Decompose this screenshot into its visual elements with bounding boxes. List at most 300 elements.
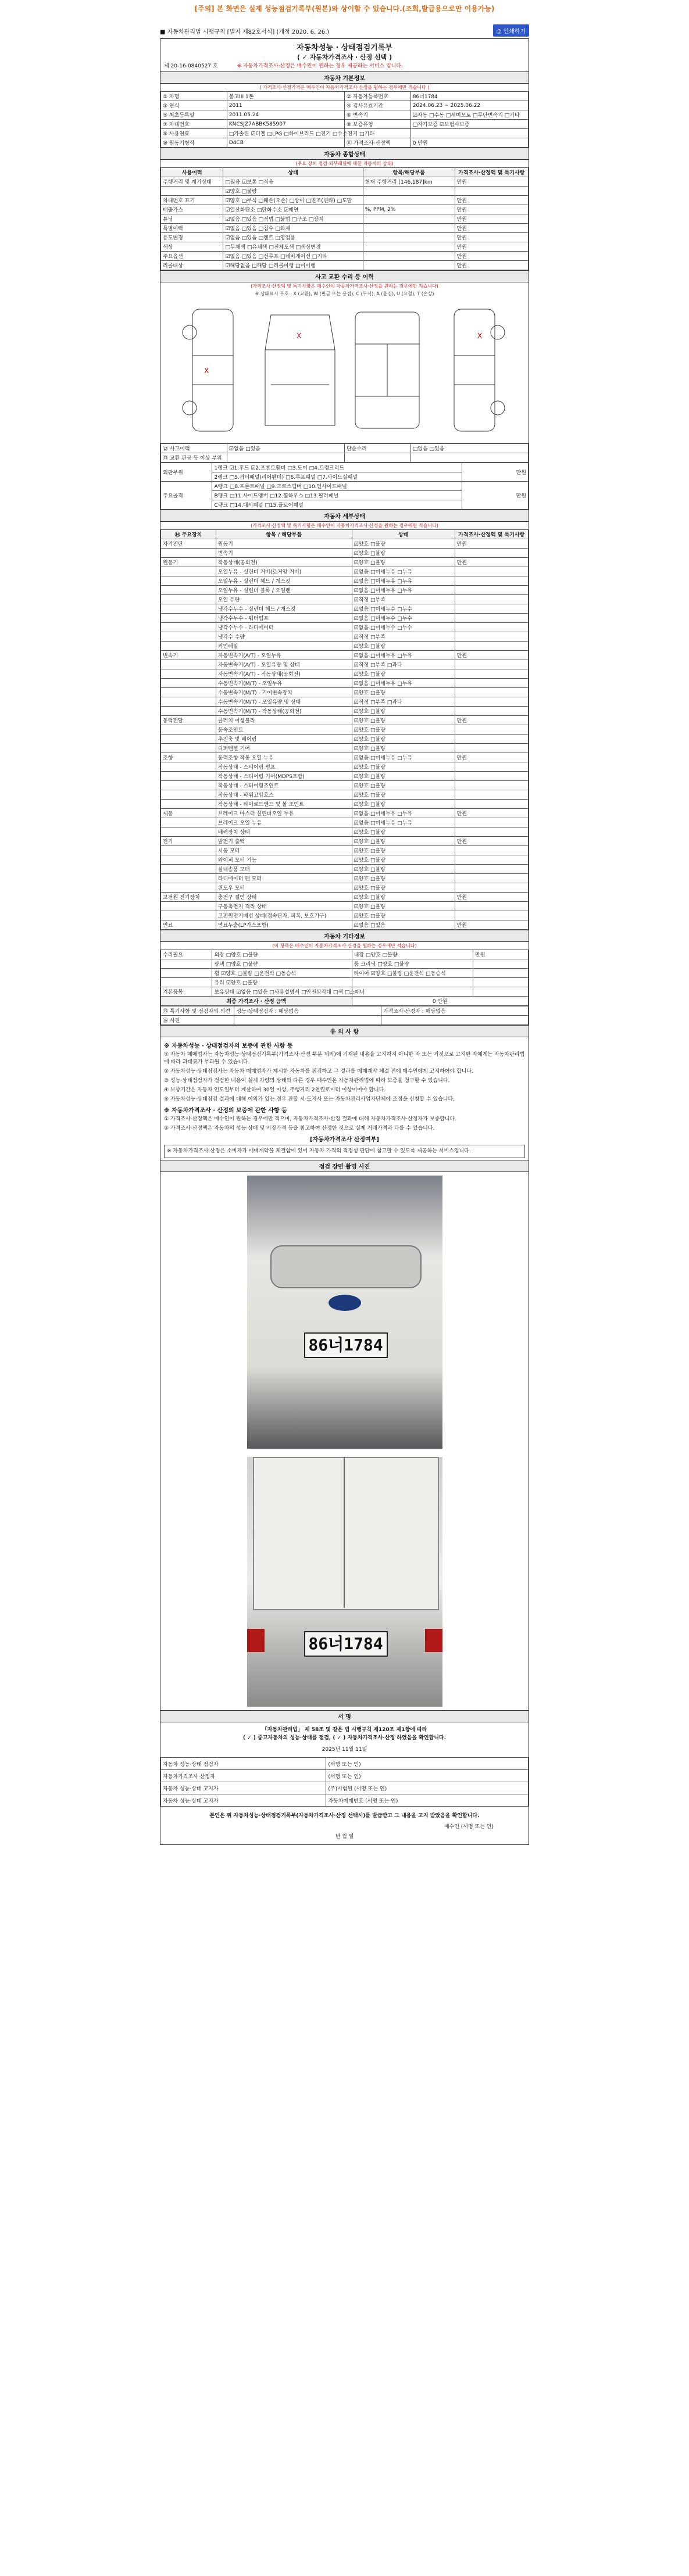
- detail-row: [161, 558, 529, 567]
- caution-item: ② 자동차성능·상태점검자는 자동차 매매업자가 제시한 자동차를 점검하고 그 결과를 매매계약 체결 전에 매수인에게 고지하여야 합니다.: [164, 1069, 474, 1074]
- detail-cell: [455, 855, 528, 865]
- detail-cell: ☑없음 □미세누수 □누수: [352, 604, 455, 614]
- detail-row: [161, 855, 529, 865]
- rear-photo: [247, 1457, 442, 1707]
- summary-cell: 용도변경: [161, 233, 223, 242]
- frame-rank-a: A랭크 □8.프론트패널 □9.크로스멤버 □10.인사이드패널: [212, 482, 462, 491]
- detail-cell: ☑없음 □미세누유 □누유: [352, 586, 455, 595]
- detail-row: [161, 772, 529, 781]
- detail-cell: 연료: [161, 920, 216, 930]
- summary-subtext: (주요 장치 점검·외부패널에 대한 자동차의 상태): [295, 161, 394, 166]
- detail-cell: ☑양호 □불량: [352, 762, 455, 772]
- signature-row: [161, 1794, 529, 1807]
- meta-cell: [234, 1016, 381, 1025]
- detail-cell: ☑양호 □불량: [352, 790, 455, 800]
- photo-header: 점검 장면 촬영 사진: [160, 1160, 529, 1172]
- detail-cell: 작동상태 - 타이로드엔드 및 볼 조인트: [216, 800, 352, 809]
- detail-table: [160, 529, 529, 930]
- extra-cell: 기본품목: [161, 987, 212, 997]
- extra-cell: [473, 987, 529, 997]
- summary-cell: 만원: [455, 252, 528, 261]
- detail-row: [161, 762, 529, 772]
- basic-info-cell: □가솔린 ☑디젤 □LPG □하이브리드 □전기 □수소전기 □기타: [227, 129, 344, 138]
- detail-cell: [455, 614, 528, 623]
- outer-rank1: 1랭크 ☑1.후드 ☑2.프론트휀더 □3.도어 □4.트렁크리드: [212, 463, 462, 472]
- summary-cell: 주요옵션: [161, 252, 223, 261]
- detail-row: [161, 595, 529, 604]
- summary-cell: [363, 252, 455, 261]
- summary-cell: 배출가스: [161, 205, 223, 214]
- detail-row: [161, 800, 529, 809]
- extra-header: 자동차 기타정보: [160, 930, 529, 942]
- detail-cell: [455, 632, 528, 642]
- detail-row: [161, 809, 529, 818]
- summary-cell: ☑없음 □있음 □렌트 □영업용: [223, 233, 363, 242]
- sign-ymd: 년 월 일: [335, 1834, 354, 1840]
- detail-row: [161, 716, 529, 725]
- print-button[interactable]: ⎙ 인쇄하기: [493, 24, 529, 37]
- detail-cell: 자동변속기(A/T) - 작동상태(공회전): [216, 669, 352, 679]
- detail-cell: 만원: [455, 651, 528, 660]
- caution-sec3-text: ※ 자동차가격조사·산정은 소비자가 매매계약을 체결함에 있어 자동차 가격의 적정성 판단에 참고할 수 있도록 제공하는 서비스입니다.: [164, 1145, 525, 1158]
- detail-cell: 만원: [455, 837, 528, 846]
- signature-cell: 자동차가격조사·산정자: [161, 1770, 326, 1782]
- detail-cell: ☑없음 □미세누유 □누유: [352, 576, 455, 586]
- detail-row: [161, 827, 529, 837]
- detail-cell: [161, 827, 216, 837]
- detail-row: [161, 893, 529, 902]
- basic-info-cell: 86너1784: [410, 92, 528, 101]
- summary-cell: [363, 214, 455, 224]
- detail-cell: 만원: [455, 809, 528, 818]
- detail-row: [161, 818, 529, 827]
- summary-column-header: 가격조사·산정액 및 특기사항: [455, 168, 528, 177]
- car-diagram-area: [160, 298, 529, 443]
- detail-header: 자동차 세부상태: [160, 510, 529, 522]
- detail-cell: 윈도우 모터: [216, 883, 352, 893]
- detail-cell: 브레이크 마스터 실린더오일 누유: [216, 809, 352, 818]
- summary-cell: ☑양호 □부식 □훼손(오손) □상이 □변조(변타) □도말: [223, 196, 363, 205]
- document-number: 제 20-16-0840527 호 ※ 자동차가격조사·산정은 매수인이 원하는 경우 제공하는 서비스 입니다.: [164, 63, 403, 69]
- car-right-side-diagram: [434, 303, 515, 437]
- detail-cell: [161, 902, 216, 911]
- detail-row: [161, 697, 529, 707]
- detail-cell: [161, 697, 216, 707]
- detail-cell: ☑양호 □불량: [352, 911, 455, 920]
- detail-cell: [161, 642, 216, 651]
- summary-header: 자동차 종합상태: [160, 148, 529, 160]
- detail-cell: 수동변속기(M/T) - 오일유량 및 상태: [216, 697, 352, 707]
- extra-cell: 타이어 ☑양호 □불량 □운전석 □동승석: [352, 969, 473, 978]
- detail-cell: 커먼레일: [216, 642, 352, 651]
- detail-cell: [161, 604, 216, 614]
- detail-cell: 라디에이터 팬 모터: [216, 874, 352, 883]
- detail-cell: [455, 623, 528, 632]
- caution-item: ⑤ 자동차성능·상태점검 결과에 대해 이의가 있는 경우 관할 시·도지사 또는 자동차관리사업자단체에 조정을 신청할 수 있습니다.: [164, 1097, 455, 1102]
- detail-cell: ☑없음 □미세누유 □누유: [352, 679, 455, 688]
- summary-column-header: 항목/해당부품: [363, 168, 455, 177]
- summary-cell: ☑없음 □있음 □침수 □화재: [223, 224, 363, 233]
- detail-cell: ☑양호 □불량: [352, 725, 455, 735]
- detail-cell: [161, 567, 216, 576]
- caution-sec3-title: [자동차가격조사 산정여부]: [310, 1137, 379, 1143]
- accident-header: 사고 교환 수리 등 이력: [160, 270, 529, 282]
- basic-info-cell: ④ 검사유효기간: [344, 101, 410, 110]
- detail-row: [161, 576, 529, 586]
- detail-cell: ☑적정 □부족: [352, 595, 455, 604]
- signature-cell: (서명 또는 인): [326, 1770, 529, 1782]
- detail-row: [161, 874, 529, 883]
- detail-cell: [161, 632, 216, 642]
- accident-cell: ⑫ 사고이력: [161, 444, 227, 453]
- summary-cell: ☑해당없음 □해당 □리콜이행 □미이행: [223, 261, 363, 270]
- car-left-side-diagram: [172, 303, 254, 437]
- sign-header: 서 명: [160, 1710, 529, 1722]
- basic-info-cell: ⑤ 최초등록일: [161, 110, 227, 120]
- basic-info-cell: 2011: [227, 101, 344, 110]
- detail-cell: 연료누출(LP가스포함): [216, 920, 352, 930]
- basic-info-cell: 2024.06.23 ~ 2025.06.22: [410, 101, 528, 110]
- summary-cell: 차대번호 표기: [161, 196, 223, 205]
- accident-parts-table: [160, 463, 529, 510]
- basic-info-header: 자동차 기본정보: [160, 71, 529, 84]
- basic-info-cell: ☑자동 □수동 □세미오토 □무단변속기 □기타: [410, 110, 528, 120]
- accident-cell: [344, 453, 410, 463]
- detail-row: [161, 707, 529, 716]
- detail-row: [161, 688, 529, 697]
- extra-cell: 광택 □양호 □불량: [212, 959, 352, 969]
- detail-cell: [161, 800, 216, 809]
- detail-row: [161, 846, 529, 855]
- car-top-rear-diagram: [347, 303, 428, 437]
- caution-header: 유 의 사 항: [160, 1025, 529, 1037]
- basic-info-cell: ③ 연식: [161, 101, 227, 110]
- summary-cell: 만원: [455, 242, 528, 252]
- extra-row: [161, 969, 529, 978]
- detail-row: [161, 586, 529, 595]
- detail-cell: [161, 707, 216, 716]
- basic-info-cell: ⑧ 보증유형: [344, 120, 410, 129]
- detail-cell: [455, 818, 528, 827]
- detail-cell: [455, 911, 528, 920]
- basic-info-cell: ⑨ 사용연료: [161, 129, 227, 138]
- detail-row: [161, 567, 529, 576]
- detail-cell: 배력장치 상태: [216, 827, 352, 837]
- accident-subtext: (가격조사·산정액 및 특기사항은 매수인이 자동차가격조사·산정을 원하는 경우에만 적습니다): [251, 284, 438, 289]
- detail-cell: [455, 595, 528, 604]
- detail-cell: 원동기: [161, 558, 216, 567]
- law-reference: ■ 자동차관리법 시행규칙 [별지 제82호서식] (개정 2020. 6. 26.): [160, 29, 330, 35]
- detail-row: [161, 883, 529, 893]
- detail-cell: 냉각수 수량: [216, 632, 352, 642]
- detail-cell: 동력전달: [161, 716, 216, 725]
- detail-cell: ☑없음 □미세누유 □누유: [352, 818, 455, 827]
- summary-cell: [363, 224, 455, 233]
- detail-cell: 작동상태 - 스티어링조인트: [216, 781, 352, 790]
- meta-row: [161, 1016, 529, 1025]
- detail-cell: ☑양호 □불량: [352, 539, 455, 549]
- outer-value: 만원: [462, 463, 529, 482]
- detail-column-header: 가격조사·산정액 및 특기사항: [455, 530, 528, 539]
- basic-info-subtext: ( 가격조사·산정가격은 매수인이 자동차가격조사·산정을 원하는 경우에만 적습니다 ): [259, 85, 430, 90]
- extra-cell: 외장 □양호 □불량: [212, 950, 352, 959]
- extra-cell: [161, 969, 212, 978]
- detail-cell: [161, 688, 216, 697]
- summary-row: [161, 224, 529, 233]
- accident-cell: [410, 453, 528, 463]
- extra-cell: [473, 969, 529, 978]
- detail-cell: ☑양호 □불량: [352, 558, 455, 567]
- detail-cell: ☑적정 □부족: [352, 632, 455, 642]
- detail-cell: 충전구 절연 상태: [216, 893, 352, 902]
- detail-cell: 와이퍼 모터 기능: [216, 855, 352, 865]
- detail-cell: [161, 855, 216, 865]
- rear-cargo-door: [253, 1457, 439, 1610]
- extra-row: [161, 959, 529, 969]
- summary-cell: □많음 ☑보통 □적음: [223, 177, 363, 187]
- extra-cell: [352, 987, 473, 997]
- car-top-front-diagram: [259, 303, 341, 437]
- detail-cell: 동력조향 작동 오일 누유: [216, 753, 352, 762]
- caution-sec2-title: ※ 자동차가격조사 · 산정의 보증에 관한 사항 등: [164, 1108, 287, 1114]
- summary-row: [161, 261, 529, 270]
- detail-cell: [455, 827, 528, 837]
- detail-cell: [455, 669, 528, 679]
- detail-row: [161, 604, 529, 614]
- outer-panel-label: 외판부위: [161, 463, 212, 482]
- detail-cell: ☑양호 □불량: [352, 837, 455, 846]
- summary-cell: ☑일산화탄소 □탄화수소 ☑매연: [223, 205, 363, 214]
- accident-row: [161, 453, 529, 463]
- detail-cell: [161, 660, 216, 669]
- detail-cell: [455, 549, 528, 558]
- sign-confirm-text: 본인은 위 자동차성능·상태점검기록부(자동차가격조사·산정 선택시)를 발급받고 그 내용을 고지 받았음을 확인합니다.: [209, 1813, 480, 1819]
- detail-cell: 냉각수누수 - 라디에이터: [216, 623, 352, 632]
- detail-cell: 변속기: [216, 549, 352, 558]
- detail-cell: 작동상태 - 스티어링 펌프: [216, 762, 352, 772]
- meta-cell: ⑯ 사진: [161, 1016, 234, 1025]
- summary-column-header: 상태: [223, 168, 363, 177]
- detail-cell: [161, 762, 216, 772]
- signature-cell: (서명 또는 인): [326, 1758, 529, 1770]
- summary-column-header: 사용이력: [161, 168, 223, 177]
- accident-row: [161, 444, 529, 453]
- summary-cell: [455, 187, 528, 196]
- detail-cell: ☑적정 □부족 □과다: [352, 660, 455, 669]
- detail-cell: 수동변속기(M/T) - 기어변속장치: [216, 688, 352, 697]
- detail-cell: [455, 679, 528, 688]
- document-subtitle: ( ✓ 자동차가격조사 · 산정 선택 ): [297, 53, 392, 61]
- summary-cell: [161, 187, 223, 196]
- summary-cell: 만원: [455, 214, 528, 224]
- detail-column-header: 항목 / 해당부품: [216, 530, 352, 539]
- basic-info-cell: ⑪ 가격조사·산정액: [344, 138, 410, 148]
- summary-cell: 튜닝: [161, 214, 223, 224]
- detail-cell: [455, 790, 528, 800]
- detail-cell: ☑양호 □불량: [352, 735, 455, 744]
- extra-row: [161, 978, 529, 987]
- front-hood-shape: [270, 1245, 422, 1288]
- sign-receiver: 매수인 (서명 또는 인): [444, 1824, 494, 1830]
- detail-cell: 작동상태 - 파워고압호스: [216, 790, 352, 800]
- detail-cell: 자동변속기(A/T) - 오일누유: [216, 651, 352, 660]
- detail-cell: 전기: [161, 837, 216, 846]
- detail-cell: [161, 818, 216, 827]
- detail-cell: 디퍼렌셜 기어: [216, 744, 352, 753]
- signature-row: [161, 1770, 529, 1782]
- detail-row: [161, 539, 529, 549]
- detail-cell: [161, 623, 216, 632]
- detail-cell: [455, 744, 528, 753]
- basic-info-cell: ⑦ 차대번호: [161, 120, 227, 129]
- detail-cell: [161, 911, 216, 920]
- basic-info-cell: 2011.05.24: [227, 110, 344, 120]
- basic-info-cell: ⑩ 원동기형식: [161, 138, 227, 148]
- summary-cell: 현재 주행거리 [146,187]km: [363, 177, 455, 187]
- summary-row: [161, 242, 529, 252]
- detail-cell: ☑양호 □불량: [352, 846, 455, 855]
- detail-row: [161, 911, 529, 920]
- accident-table: [160, 443, 529, 463]
- detail-cell: ☑없음 □미세누유 □누유: [352, 753, 455, 762]
- extra-cell: 휠 ☑양호 □불량 □운전석 □동승석: [212, 969, 352, 978]
- rear-left-lamp: [247, 1629, 265, 1652]
- caution-sec1-title: ※ 자동차성능 · 상태점검자의 보증에 관한 사항 등: [164, 1043, 293, 1049]
- summary-cell: □무채색 □유채색 □전체도색 □색상변경: [223, 242, 363, 252]
- detail-column-header: ⑭ 주요장치: [161, 530, 216, 539]
- extra-cell: 유리 ☑양호 □불량: [212, 978, 352, 987]
- extra-cell: [473, 978, 529, 987]
- detail-cell: [455, 781, 528, 790]
- accident-cell: [227, 453, 344, 463]
- basic-info-cell: 봉고III 1톤: [227, 92, 344, 101]
- detail-cell: [455, 762, 528, 772]
- meta-row: [161, 1006, 529, 1016]
- detail-cell: 제동: [161, 809, 216, 818]
- basic-info-row: [161, 138, 529, 148]
- signature-cell: 자동차 성능·상태 고지자: [161, 1794, 326, 1807]
- extra-cell: 룸 크리닝 □양호 □불량: [352, 959, 473, 969]
- summary-cell: [363, 187, 455, 196]
- accident-legend: ※ 상태표시 부호 : X (교환), W (판금 또는 용접), C (부식), A (흠집), U (요철), T (손상): [255, 291, 434, 296]
- detail-cell: 클러치 어셈블리: [216, 716, 352, 725]
- detail-cell: [455, 604, 528, 614]
- detail-row: [161, 642, 529, 651]
- detail-cell: [161, 772, 216, 781]
- detail-cell: 자동변속기(A/T) - 오일유량 및 상태: [216, 660, 352, 669]
- detail-cell: 만원: [455, 753, 528, 762]
- detail-cell: 추진축 및 베어링: [216, 735, 352, 744]
- summary-cell: ☑없음 □있음 □선루프 □네비게이션 □기타: [223, 252, 363, 261]
- outer-rank2: 2랭크 □5.쿼터패널(리어휀더) □6.루프패널 □7.사이드실패널: [212, 472, 462, 482]
- basic-info-cell: □자가보증 ☑보험사보증: [410, 120, 528, 129]
- detail-cell: ☑적정 □부족 □과다: [352, 697, 455, 707]
- signature-cell: (주)시험원 (서명 또는 인): [326, 1782, 529, 1794]
- caution-item: ② 가격조사·산정액은 자동차의 성능·상태 및 시장가격 등을 참고하여 산정한 것으로 실제 거래가격과 다를 수 있습니다.: [164, 1126, 435, 1131]
- photo-area: [160, 1172, 529, 1710]
- detail-cell: 작동상태 - 스티어링 기어(MDPS포함): [216, 772, 352, 781]
- caution-item: ① 자동차 매매업자는 자동차성능·상태점검기록부(가격조사·산정 부분 제외)에 기재된 내용을 고지하지 아니한 자 또는 거짓으로 고지한 자에게는 자동차관리법에 따라 과태료가 부과될 수 있습니다.: [164, 1052, 525, 1065]
- summary-row: [161, 187, 529, 196]
- basic-info-row: [161, 110, 529, 120]
- detail-cell: [161, 549, 216, 558]
- detail-cell: [455, 707, 528, 716]
- detail-cell: [455, 735, 528, 744]
- basic-info-cell: ⑥ 변속기: [344, 110, 410, 120]
- detail-cell: ☑양호 □불량: [352, 669, 455, 679]
- detail-cell: ☑양호 □불량: [352, 874, 455, 883]
- meta-cell: [381, 1016, 529, 1025]
- detail-cell: [161, 865, 216, 874]
- detail-cell: 수동변속기(M/T) - 오일누유: [216, 679, 352, 688]
- detail-cell: 냉각수누수 - 실린더 헤드 / 개스킷: [216, 604, 352, 614]
- final-price-value: 0 만원: [352, 997, 528, 1006]
- summary-row: [161, 205, 529, 214]
- detail-row: [161, 623, 529, 632]
- summary-cell: 만원: [455, 233, 528, 242]
- detail-cell: [455, 688, 528, 697]
- summary-cell: ☑양호 □불량: [223, 187, 363, 196]
- detail-row: [161, 781, 529, 790]
- frame-value: 만원: [462, 482, 529, 510]
- summary-row: [161, 196, 529, 205]
- basic-info-row: [161, 92, 529, 101]
- detail-cell: [161, 669, 216, 679]
- detail-cell: [455, 800, 528, 809]
- detail-cell: [161, 874, 216, 883]
- detail-cell: ☑양호 □불량: [352, 707, 455, 716]
- detail-cell: [161, 614, 216, 623]
- detail-cell: ☑양호 □불량: [352, 800, 455, 809]
- detail-cell: ☑없음 □미세누유 □누유: [352, 809, 455, 818]
- frame-rank-b: B랭크 □11.사이드멤버 □12.휠하우스 □13.필러패널: [212, 491, 462, 500]
- summary-cell: [363, 233, 455, 242]
- detail-cell: [455, 660, 528, 669]
- rear-door-seam: [344, 1457, 345, 1608]
- extra-cell: 수리필요: [161, 950, 212, 959]
- detail-cell: 만원: [455, 539, 528, 549]
- basic-info-table: [160, 91, 529, 148]
- rear-license-plate: 86너1784: [304, 1631, 388, 1657]
- extra-row: [161, 950, 529, 959]
- detail-cell: [161, 595, 216, 604]
- detail-cell: ☑양호 □불량: [352, 642, 455, 651]
- summary-cell: 특별이력: [161, 224, 223, 233]
- detail-row: [161, 865, 529, 874]
- detail-cell: [455, 576, 528, 586]
- detail-cell: ☑양호 □불량: [352, 865, 455, 874]
- document-title-block: [160, 39, 529, 71]
- detail-row: [161, 669, 529, 679]
- detail-cell: [455, 567, 528, 576]
- summary-cell: ☑없음 □있음 □적법 □불법 □구조 □장치: [223, 214, 363, 224]
- summary-cell: [363, 196, 455, 205]
- detail-cell: 변속기: [161, 651, 216, 660]
- frame-label: 주요골격: [161, 482, 212, 510]
- detail-cell: [455, 725, 528, 735]
- detail-subtext: (가격조사·산정액 및 특기사항은 매수인이 자동차가격조사·산정을 원하는 경우에만 적습니다): [251, 523, 438, 528]
- detail-cell: ☑없음 □미세누수 □누수: [352, 614, 455, 623]
- detail-cell: [161, 576, 216, 586]
- detail-cell: [455, 874, 528, 883]
- basic-info-row: [161, 129, 529, 138]
- detail-cell: 작동상태(공회전): [216, 558, 352, 567]
- detail-cell: [455, 883, 528, 893]
- accident-cell: ⑬ 교환 판금 등 이상 부위: [161, 453, 227, 463]
- top-warning-banner: [주의] 본 화면은 실제 성능점검기록부(원본)와 상이할 수 있습니다.(조회,발급용으로만 이용가능): [194, 5, 495, 13]
- detail-cell: 조향: [161, 753, 216, 762]
- detail-cell: [455, 697, 528, 707]
